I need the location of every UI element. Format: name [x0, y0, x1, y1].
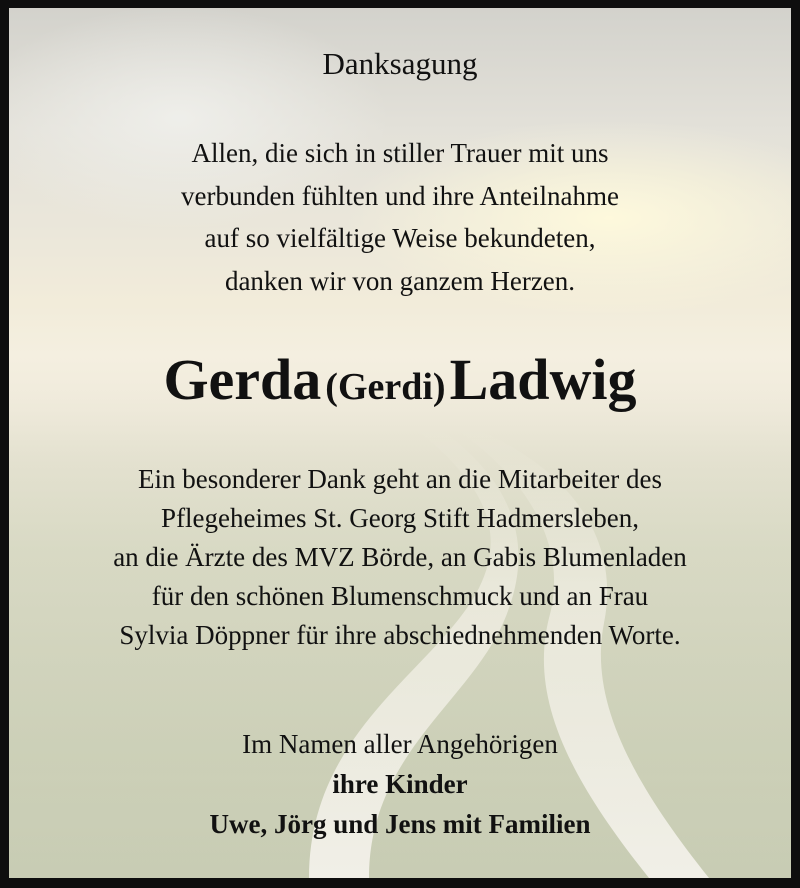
signature-names: Uwe, Jörg und Jens mit Familien — [209, 809, 591, 839]
thanks-line: Pflegeheimes St. Georg Stift Hadmersleben, — [161, 503, 639, 533]
intro-line: danken wir von ganzem Herzen. — [224, 265, 576, 296]
thanks-line: Sylvia Döppner für ihre abschiednehmenden Worte. — [119, 620, 681, 650]
intro-line: auf so vielfältige Weise bekundeten, — [204, 223, 596, 253]
first-name: Gerda — [163, 347, 322, 412]
notice-title: Danksagung — [322, 46, 478, 81]
thanks-text — [9, 460, 791, 655]
signature-line: Im Namen aller Angehörigen — [242, 729, 558, 759]
notice-content — [9, 8, 791, 878]
thanks-line: Ein besonderer Dank geht an die Mitarbeiter des — [137, 464, 663, 494]
notice-card — [9, 8, 791, 878]
thanks-line: an die Ärzte des MVZ Börde, an Gabis Blumenladen — [113, 542, 687, 572]
last-name: Ladwig — [449, 347, 637, 412]
signature-children: ihre Kinder — [332, 769, 468, 799]
thanks-line: für den schönen Blumenschmuck und an Frau — [151, 581, 649, 611]
nickname: (Gerdi) — [325, 366, 446, 408]
signature-block — [9, 724, 791, 844]
intro-line: Allen, die sich in stiller Trauer mit uns — [191, 138, 609, 168]
intro-text — [9, 132, 791, 302]
deceased-name — [9, 348, 791, 427]
intro-line: verbunden fühlten und ihre Anteilnahme — [181, 180, 619, 211]
